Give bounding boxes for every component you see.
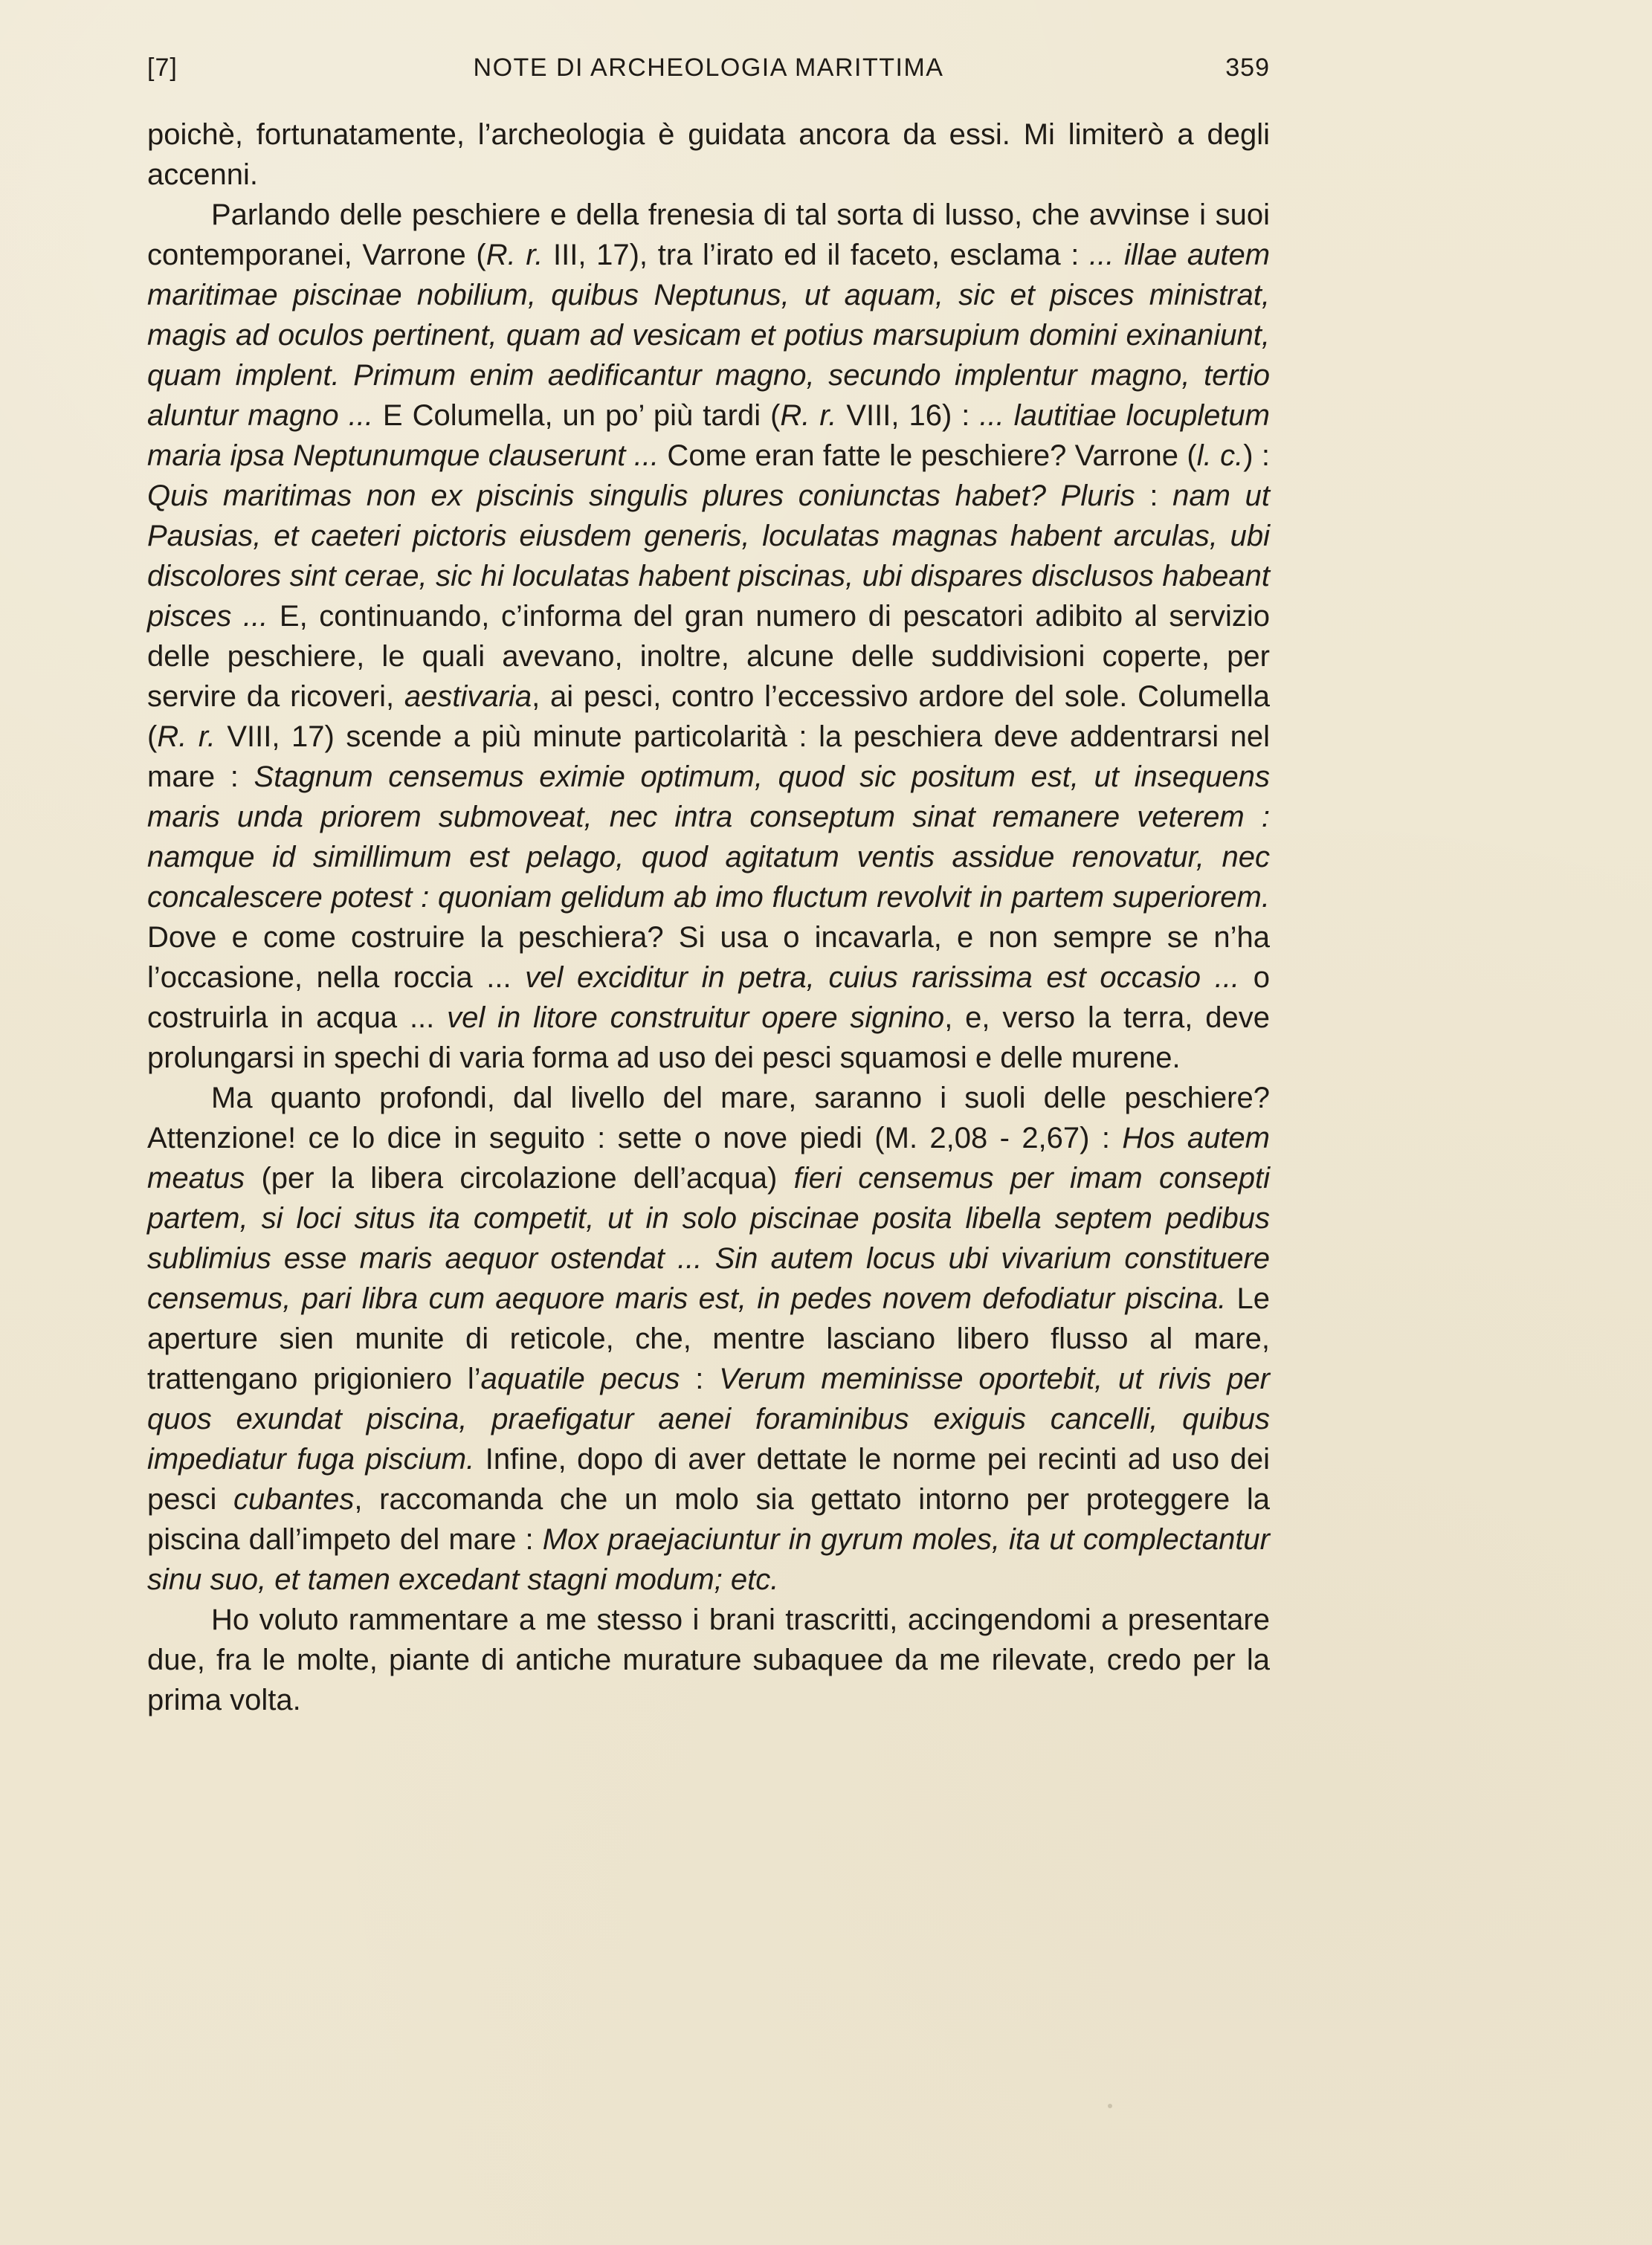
text-run: Come eran fatte le peschiere? Varrone (: [659, 439, 1197, 472]
text-run: Parlando delle peschiere e della frenesia di tal sorta di lusso, che avvinse i suoi contemporanei, Varrone (: [147, 198, 1270, 271]
text-run: :: [1135, 479, 1173, 512]
latin-quotation-run: Quis maritimas non ex piscinis singulis plures coniunctas habet? Pluris: [147, 479, 1135, 512]
latin-quotation-run: nam ut Pausias, et caeteri pictoris eiusdem generis, loculatas magnas habent arculas, ubi discolores sint cerae, sic hi loculatas habent piscinas, ubi dispares disclusos habeant pisces ...: [147, 479, 1270, 633]
latin-quotation-run: l. c.: [1196, 439, 1244, 472]
paragraph-4: [147, 1600, 1270, 1720]
text-run: Ma quanto profondi, dal livello del mare, saranno i suoli delle peschiere? Attenzione! ce lo dice in seguito : sette o nove piedi (M. 2,08 - 2,67) :: [147, 1082, 1270, 1154]
text-run: III, 17), tra l’irato ed il faceto, esclama :: [543, 239, 1090, 271]
text-run: Ho voluto rammentare a me stesso i brani trascritti, accingendomi a presentare due, fra le molte, piante di antiche murature subaquee da me rilevate, credo per la prima volta.: [147, 1603, 1270, 1716]
text-run: o costruirla in acqua ...: [147, 961, 1270, 1034]
latin-quotation-run: vel in litore construitur opere signino: [447, 1001, 945, 1034]
text-run: , ai pesci, contro l’eccessivo ardore del sole. Columella (: [147, 680, 1271, 753]
latin-quotation-run: Mox praejaciuntur in gyrum moles, ita ut complectantur sinu suo, et tamen excedant stagni modum; etc.: [147, 1523, 1270, 1596]
text-run: E, continuando, c’informa del gran numero di pescatori adibito al servizio delle peschiere, le quali avevano, inoltre, alcune delle suddivisioni coperte, per servire da ricoveri,: [147, 600, 1270, 713]
text-run: Dove e come costruire la peschiera? Si usa o incavarla, e non sempre se n’ha l’occasione, nella roccia ...: [147, 921, 1270, 994]
text-run: , e, verso la terra, deve prolungarsi in spechi di varia forma ad uso dei pesci squamosi e delle murene.: [147, 1001, 1270, 1074]
latin-quotation-run: R. r.: [780, 399, 837, 432]
text-run: ) :: [1243, 439, 1271, 472]
running-title: NOTE DI ARCHEOLOGIA MARITTIMA: [473, 54, 944, 82]
latin-quotation-run: R. r.: [485, 239, 543, 271]
paragraph-2: [147, 195, 1270, 1078]
text-run: Infine, dopo di aver dettate le norme pei recinti ad uso dei pesci: [147, 1443, 1270, 1516]
latin-quotation-run: aestivaria: [404, 680, 532, 713]
latin-quotation-run: Hos autem meatus: [147, 1122, 1270, 1195]
text-run: E Columella, un po’ più tardi (: [372, 399, 781, 432]
page-number: 359: [1225, 54, 1270, 82]
latin-quotation-run: vel exciditur in petra, cuius rarissima est occasio ...: [525, 961, 1240, 994]
paragraph-3: [147, 1078, 1270, 1600]
text-run: VIII, 17) scende a più minute particolarità : la peschiera deve addentrarsi nel mare :: [147, 720, 1271, 793]
latin-quotation-run: cubantes: [233, 1483, 355, 1516]
text-run: poichè, fortunatamente, l’archeologia è guidata ancora da essi. Mi limiterò a degli accenni.: [147, 118, 1270, 191]
paper-speck: [1108, 2104, 1112, 2108]
latin-quotation-run: Stagnum censemus eximie optimum, quod sic positum est, ut insequens maris unda priorem submoveat, nec intra conseptum sinat remanere veterem : namque id simillimum est pelago, quod agitatum ventis assidue renovatur, nec concalescere potest : quoniam gelidum ab imo fluctum revolvit in partem superiorem.: [147, 760, 1270, 914]
body-text: [147, 114, 1270, 1720]
text-run: Le aperture sien munite di reticole, che, mentre lasciano libero flusso al mare, trattengano prigioniero l’: [147, 1282, 1270, 1395]
latin-quotation-run: ... lautitiae locupletum maria ipsa Neptunumque clauserunt ...: [147, 399, 1271, 472]
text-run: (per la libera circolazione dell’acqua): [245, 1162, 794, 1195]
latin-quotation-run: ... illae autem maritimae piscinae nobilium, quibus Neptunus, ut aquam, sic et pisces ministrat, magis ad oculos pertinent, quam ad vesicam et potius marsupium domini exinaniunt, quam implent. Primum enim aedificantur magno, secundo implentur magno, tertio aluntur magno ...: [147, 239, 1271, 432]
section-number: [7]: [147, 54, 178, 82]
page-header: [147, 49, 1270, 86]
latin-quotation-run: fieri censemus per imam consepti partem, si loci situs ita competit, ut in solo piscinae posita libella septem pedibus sublimius esse maris aequor ostendat ... Sin autem locus ubi vivarium constituere censemus, pari libra cum aequore maris est, in pedes novem defodiatur piscina.: [147, 1162, 1270, 1315]
text-run: VIII, 16) :: [836, 399, 980, 432]
paragraph-1: [147, 114, 1270, 195]
text-run: :: [680, 1363, 720, 1395]
latin-quotation-run: R. r.: [157, 720, 216, 753]
latin-quotation-run: Verum meminisse oportebit, ut rivis per quos exundat piscina, praefigatur aenei foraminibus exiguis cancelli, quibus impediatur fuga piscium.: [147, 1363, 1271, 1476]
text-run: , raccomanda che un molo sia gettato intorno per proteggere la piscina dall’impeto del mare :: [147, 1483, 1270, 1556]
latin-quotation-run: aquatile pecus: [480, 1363, 680, 1395]
